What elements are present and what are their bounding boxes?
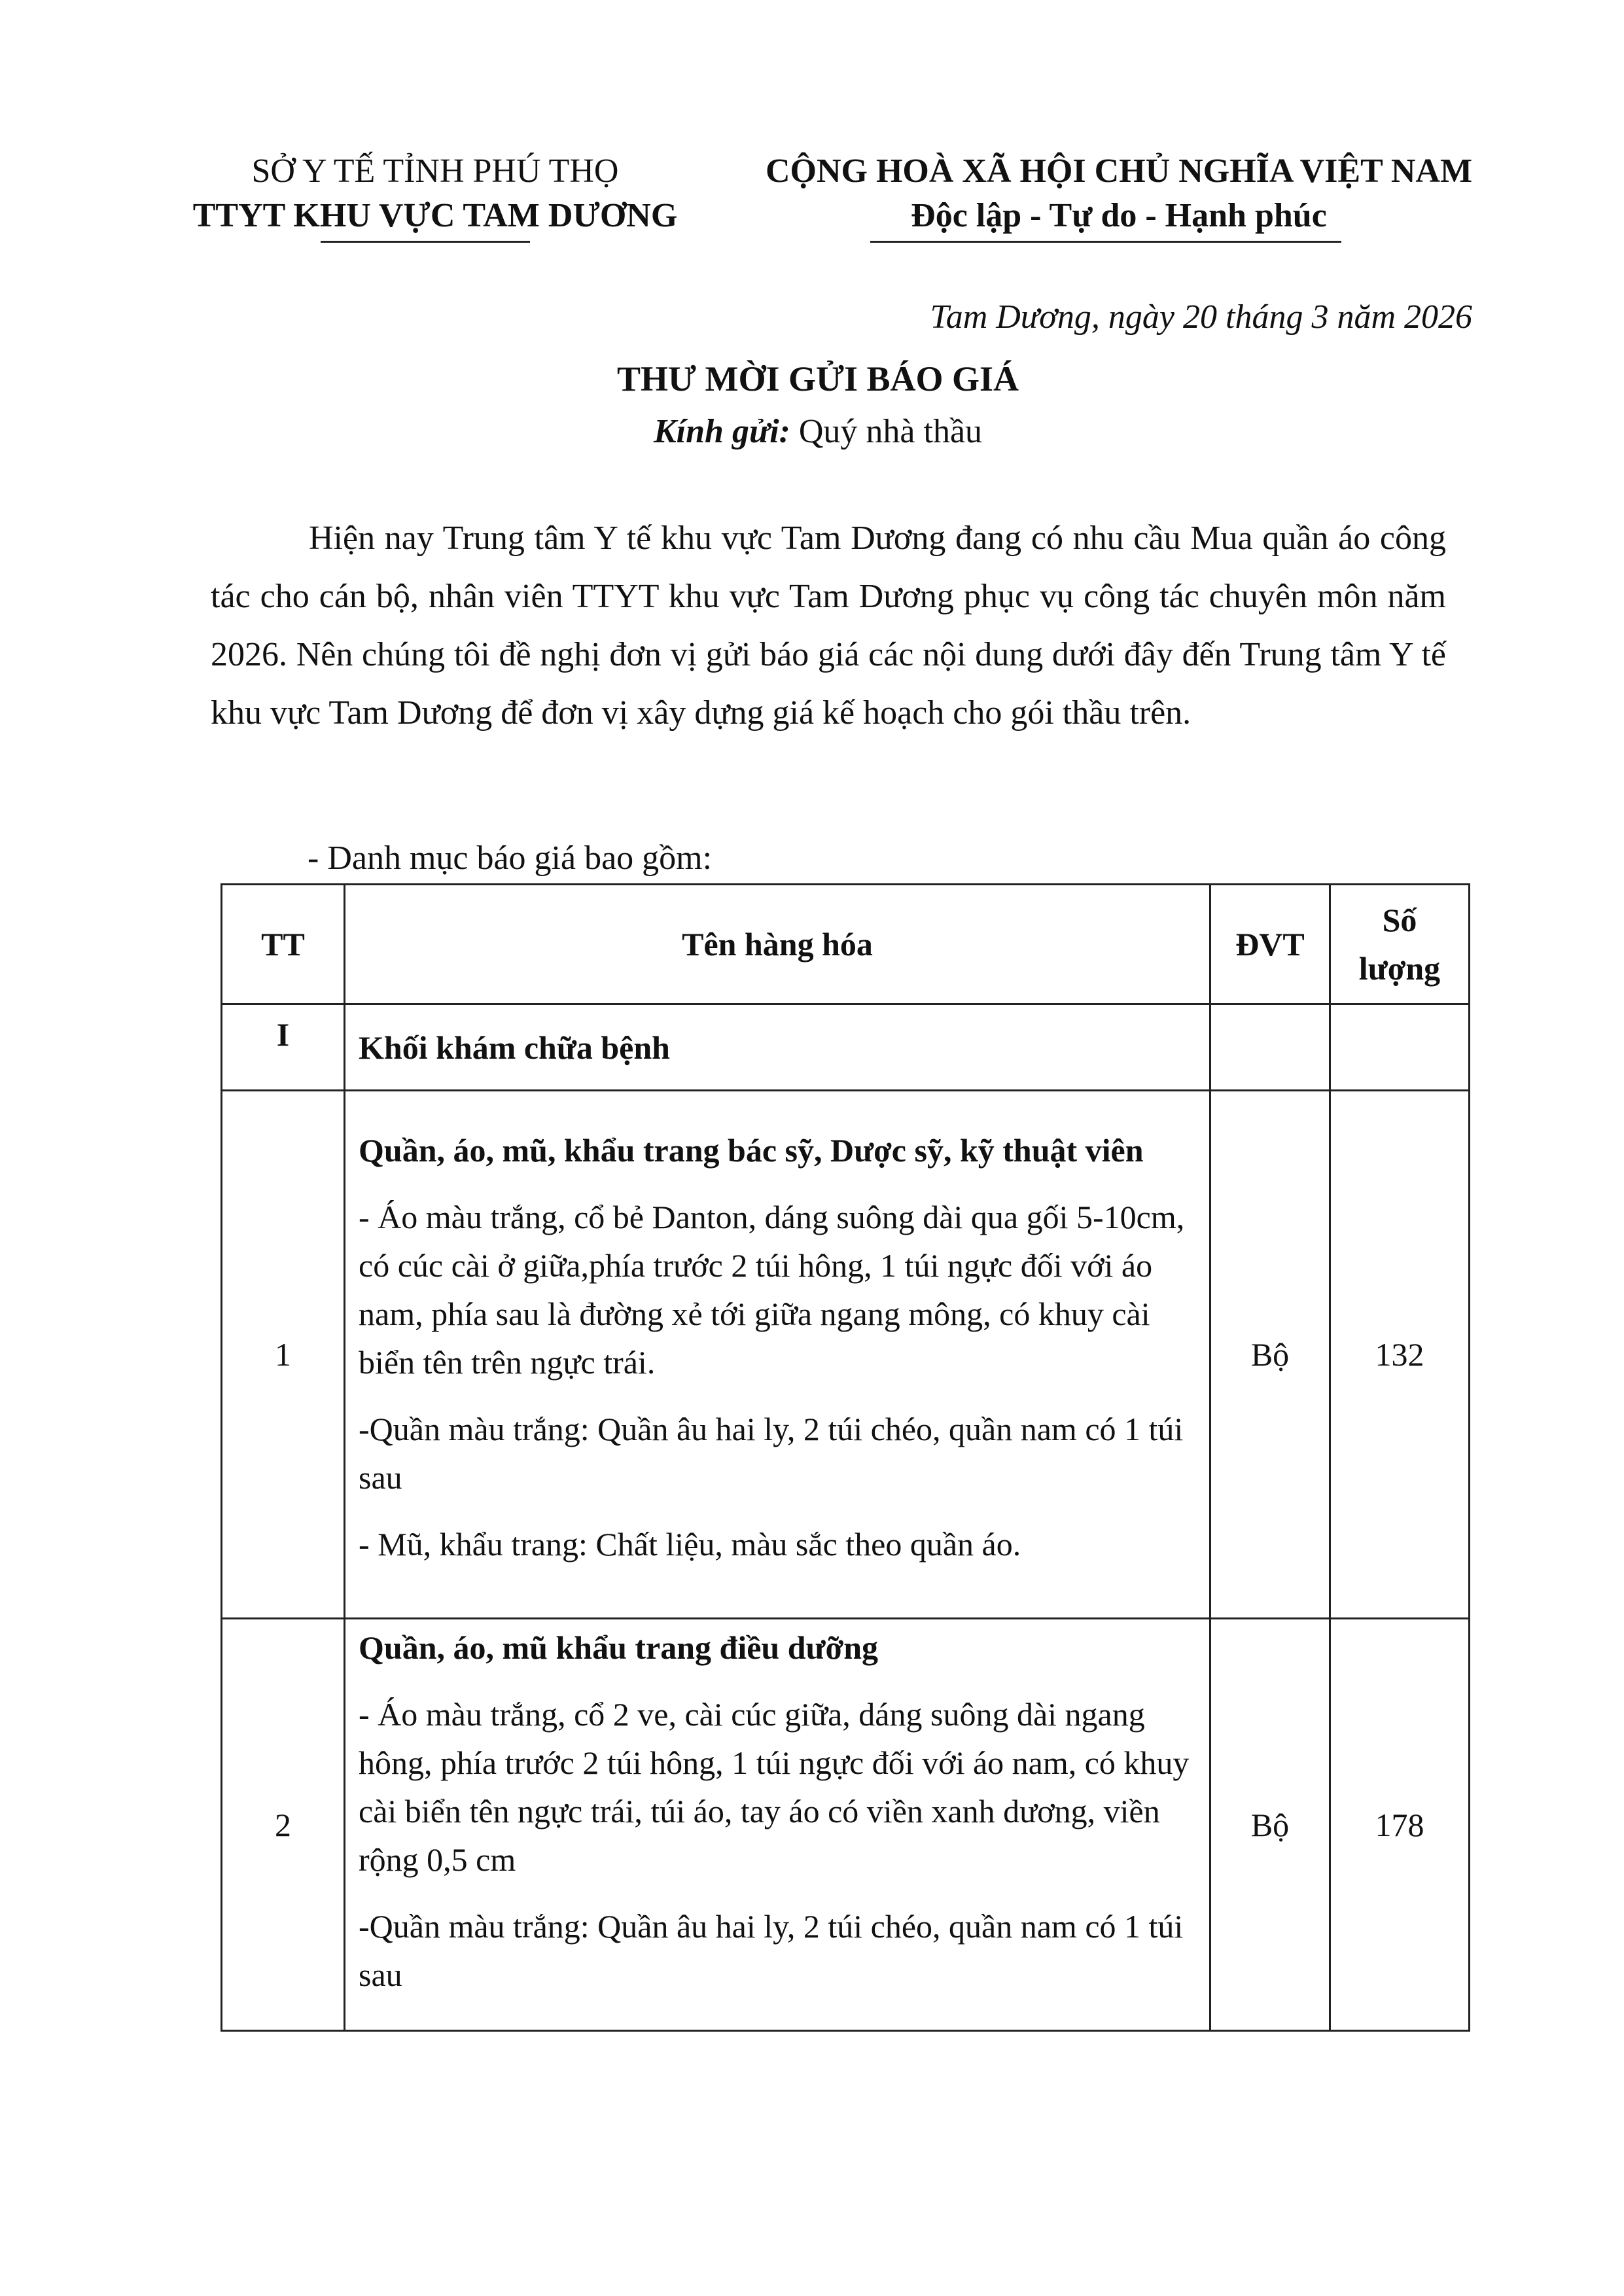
document-title: THƯ MỜI GỬI BÁO GIÁ (616, 359, 1019, 398)
section-row (222, 1004, 1470, 1091)
header-name: Tên hàng hóa (345, 885, 1210, 1004)
row-qty: 132 (1330, 1091, 1470, 1619)
body-paragraph: Hiện nay Trung tâm Y tế khu vực Tam Dương đang có nhu cầu Mua quần áo công tác cho cán bộ, nhân viên TTYT khu vực Tam Dương phục vụ công tác chuyên môn năm 2026. Nên chúng tôi đề nghị đơn vị gửi báo giá các nội dung dưới đây đến Trung tâm Y tế khu vực Tam Dương để đơn vị xây dựng giá kế hoạch cho gói thầu trên. (211, 520, 1446, 732)
item-title: Quần, áo, mũ khẩu trang điều dưỡng (359, 1629, 879, 1666)
date-line: Tam Dương, ngày 20 tháng 3 năm 2026 (930, 298, 1472, 336)
row-unit: Bộ (1210, 1091, 1330, 1619)
item-detail: -Quần màu trắng: Quần âu hai ly, 2 túi chéo, quần nam có 1 túi sau (359, 1411, 1184, 1496)
section-unit (1210, 1004, 1330, 1091)
item-detail: - Áo màu trắng, cổ bẻ Danton, dáng suông dài qua gối 5-10cm, có cúc cài ở giữa,phía trước 2 túi hông, 1 túi ngực đối với áo nam, phía sau là đường xẻ tới giữa ngang mông, có khuy cài biển tên trên ngực trái. (359, 1199, 1185, 1381)
header-qty-line1: Số (1382, 902, 1417, 938)
header-unit: ĐVT (1210, 885, 1330, 1004)
row-name (345, 1619, 1210, 2031)
table-row (222, 1619, 1470, 2031)
country-name: CỘNG HOÀ XÃ HỘI CHỦ NGHĨA VIỆT NAM (765, 152, 1473, 190)
section-tt: I (222, 1004, 345, 1091)
section-qty (1330, 1004, 1470, 1091)
national-motto: Độc lập - Tự do - Hạnh phúc (911, 197, 1327, 234)
list-intro: - Danh mục báo giá bao gồm: (308, 839, 713, 877)
table-header-row (222, 885, 1470, 1004)
header-tt: TT (222, 885, 345, 1004)
issuer-department: SỞ Y TẾ TỈNH PHÚ THỌ (251, 152, 619, 190)
motto-underline (870, 241, 1341, 243)
section-name: Khối khám chữa bệnh (345, 1004, 1210, 1091)
greeting (393, 412, 1243, 451)
row-name (345, 1091, 1210, 1619)
header-qty-line2: lượng (1358, 950, 1441, 987)
issuer-organization: TTYT KHU VỰC TAM DƯƠNG (192, 197, 678, 234)
greeting-recipient: Quý nhà thầu (790, 413, 983, 450)
quotation-items-table (221, 883, 1470, 2032)
national-motto-block (739, 149, 1498, 238)
item-detail: -Quần màu trắng: Quần âu hai ly, 2 túi chéo, quần nam có 1 túi sau (359, 1908, 1184, 1993)
row-tt: 1 (222, 1091, 345, 1619)
item-detail: - Áo màu trắng, cổ 2 ve, cài cúc giữa, dáng suông dài ngang hông, phía trước 2 túi hông, 1 túi ngực đối với áo nam, có khuy cài biển tên ngực trái, túi áo, tay áo có viền xanh dương, viền rộng 0,5 cm (359, 1696, 1190, 1878)
row-unit: Bộ (1210, 1619, 1330, 2031)
issuer-underline (321, 241, 530, 243)
table-row (222, 1091, 1470, 1619)
row-qty: 178 (1330, 1619, 1470, 2031)
row-tt: 2 (222, 1619, 345, 2031)
item-title: Quần, áo, mũ, khẩu trang bác sỹ, Dược sỹ, kỹ thuật viên (359, 1132, 1144, 1169)
greeting-label: Kính gửi: (653, 413, 790, 450)
header-qty (1330, 885, 1470, 1004)
item-detail: - Mũ, khẩu trang: Chất liệu, màu sắc theo quần áo. (359, 1526, 1021, 1563)
issuer-block (164, 149, 707, 238)
